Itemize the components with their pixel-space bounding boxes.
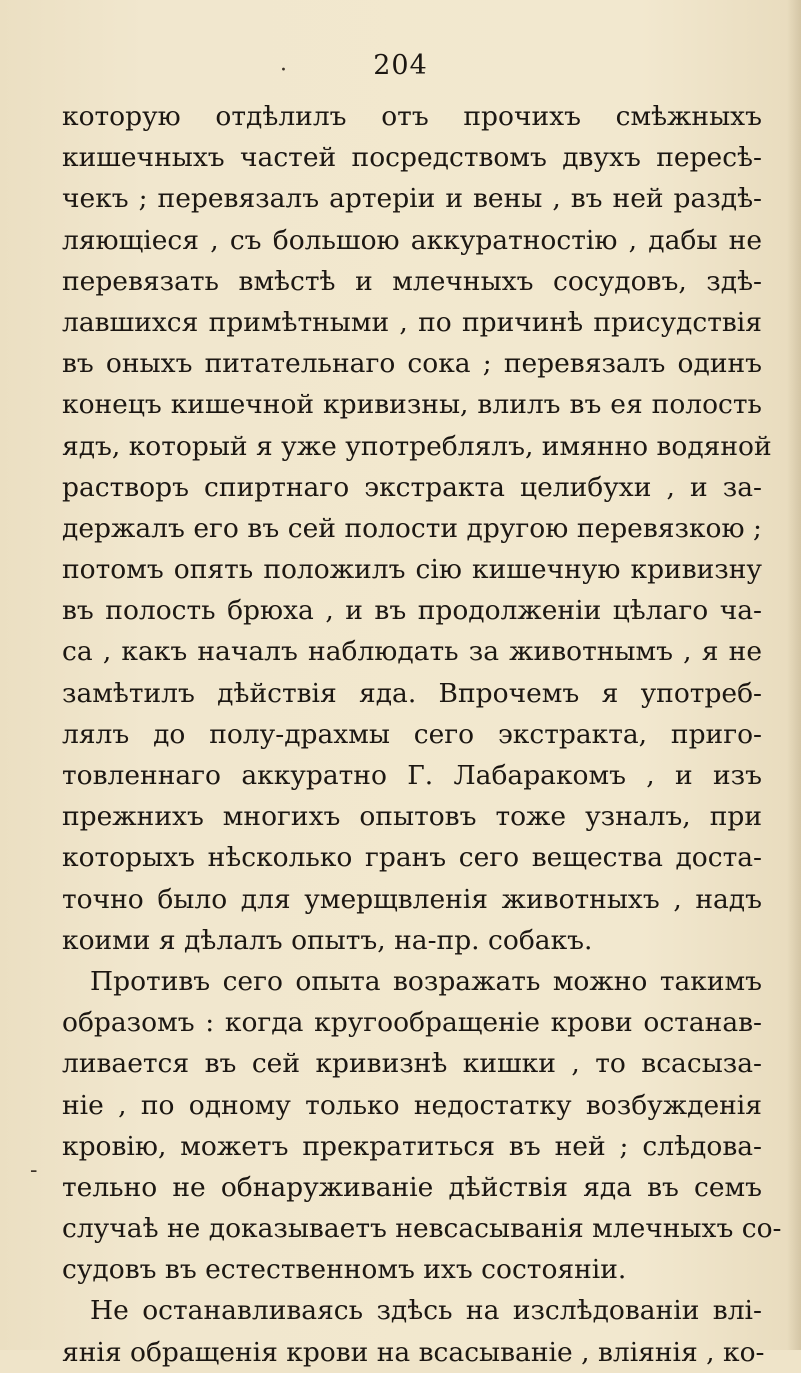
margin-dash: - [30, 1158, 38, 1183]
text-line: ливается въ сей кривизнѣ кишки , то всасыза- [62, 1048, 762, 1080]
text-line: перевязать вмѣстѣ и млечныхъ сосудовъ, здѣ- [62, 265, 762, 297]
text-line: въ полость брюха , и въ продолженіи цѣлаго ча- [62, 595, 762, 627]
text-line: которыхъ нѣсколько гранъ сего вещества доста- [62, 842, 762, 874]
text-line: лавшихся примѣтными , по причинѣ присудствія [62, 306, 762, 338]
text-line: ляющіеся , съ большою аккуратностію , дабы не [62, 224, 762, 256]
text-line: замѣтилъ дѣйствія яда. Впрочемъ я употреб- [62, 677, 762, 709]
text-line: чекъ ; перевязалъ артеріи и вены , въ ней раздѣ- [62, 183, 762, 215]
page-number: 204 [373, 50, 428, 81]
text-line: образомъ : когда кругообращеніе крови останав- [62, 1007, 762, 1039]
text-line: которую отдѣлилъ отъ прочихъ смѣжныхъ [62, 101, 762, 132]
text-line: въ оныхъ питательнаго сока ; перевязалъ одинъ [62, 348, 762, 380]
text-line: растворъ спиртнаго экстракта целибухи , и за- [62, 471, 762, 503]
text-line: потомъ опять положилъ сію кишечную кривизну [62, 554, 762, 586]
text-line: кишечныхъ частей посредствомъ двухъ пересѣ- [62, 142, 762, 174]
text-line: лялъ до полу-драхмы сего экстракта, приго- [62, 718, 762, 750]
text-line: янія обращенія крови на всасываніе , вліянія , ко- [62, 1336, 765, 1368]
text-line: са , какъ началъ наблюдать за животнымъ , я не [62, 636, 762, 668]
text-line: ядъ, который я уже употреблялъ, имянно водяной [62, 430, 772, 462]
paragraph-last-line: коими я дѣлалъ опытъ, на-пр. собакъ. [62, 924, 593, 956]
paragraph-last-line: судовъ въ естественномъ ихъ состояніи. [62, 1254, 627, 1286]
text-line: ніе , по одному только недостатку возбужденія [62, 1089, 762, 1121]
ink-speck: · [280, 58, 287, 83]
text-line: тельно не обнаруживаніе дѣйствія яда въ семъ [62, 1171, 762, 1203]
text-line: прежнихъ многихъ опытовъ тоже узналъ, при [62, 801, 762, 833]
paragraph-first-line: Не останавливаясь здѣсь на изслѣдованіи влі- [90, 1295, 762, 1327]
text-line: точно было для умерщвленія животныхъ , надъ [62, 883, 762, 915]
text-line: конецъ кишечной кривизны, влилъ въ ея полость [62, 389, 762, 421]
page-edge-shadow [787, 0, 801, 1350]
text-line: случаѣ не доказываетъ невсасыванія млечныхъ со- [62, 1213, 782, 1245]
text-line: кровію, можетъ прекратиться въ ней ; слѣдова- [62, 1130, 762, 1162]
text-line: товленнаго аккуратно Г. Лабаракомъ , и изъ [62, 760, 762, 791]
text-line: держалъ его въ сей полости другою перевязкою ; [62, 512, 762, 544]
paragraph-first-line: Противъ сего опыта возражать можно такимъ [90, 965, 762, 997]
body-text [62, 96, 782, 1373]
